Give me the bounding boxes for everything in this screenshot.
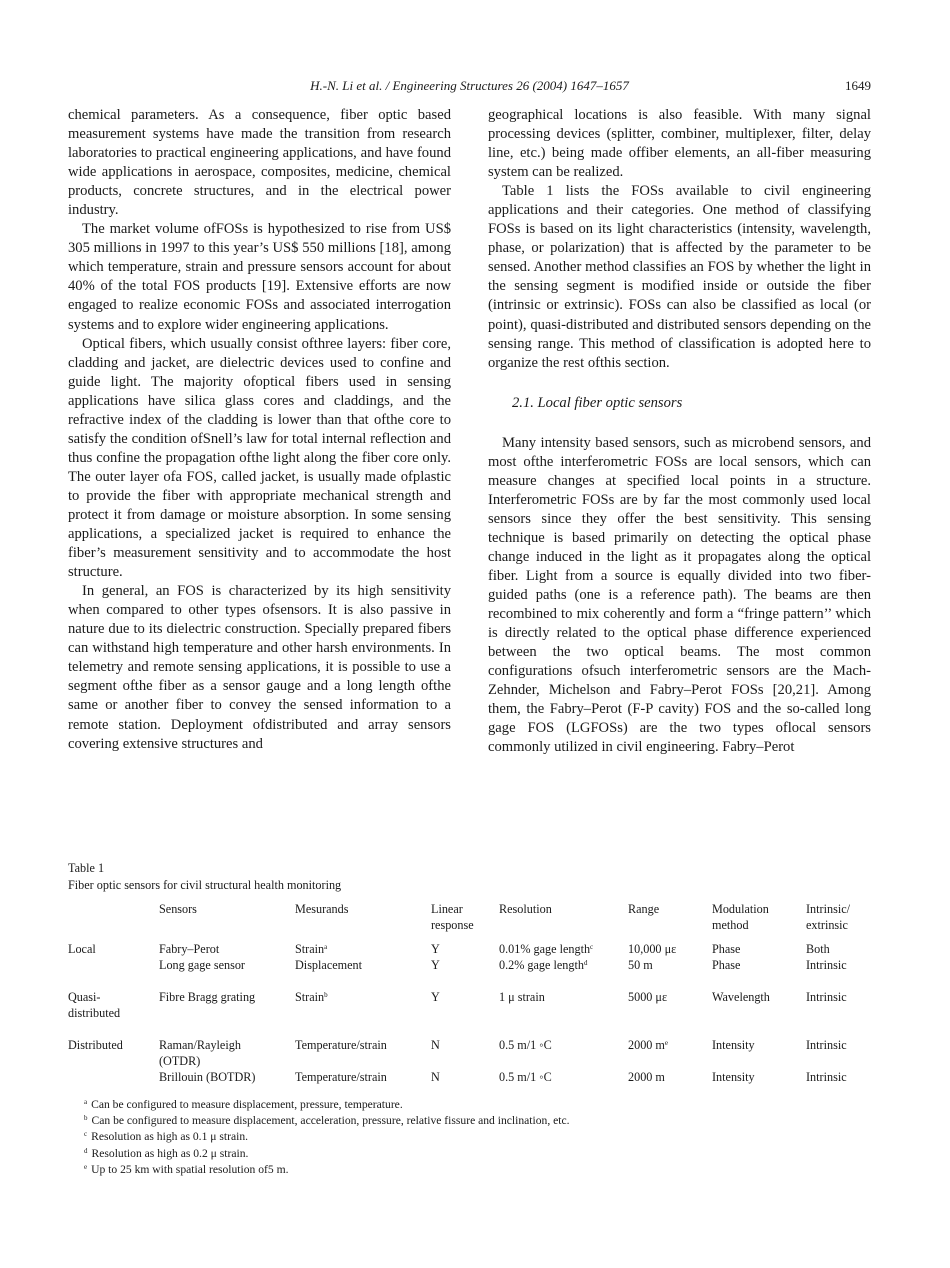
header-linear: Linear	[431, 902, 463, 916]
table-row	[68, 957, 888, 973]
cell-resolution: 0.01% gage length$^c$	[499, 942, 594, 956]
cell-resolution: 0.5 m/1 ◦C	[499, 1038, 552, 1052]
table-header-row	[68, 917, 888, 933]
table-footnotes	[84, 1097, 570, 1178]
cell-intrinsic: Intrinsic	[806, 1070, 847, 1084]
footnote: $^d$ Resolution as high as 0.2 μ strain.	[84, 1146, 249, 1160]
table-row	[68, 1069, 888, 1085]
cell-sensor-2: (OTDR)	[159, 1054, 201, 1068]
cell-modulation: Intensity	[712, 1038, 755, 1052]
paragraph: The market volume ofFOSs is hypothesized to rise from US$ 305 millions in 1997 to this year’s US$ 550 millions [18], among which temperature, strain and pressure sensors account for about 40% of the total FOS products [19]. Extensive efforts are now engaged to realize economic FOSs and associated interrogation systems and to explore wider engineering applications.	[68, 221, 451, 333]
header-resolution: Resolution	[499, 902, 552, 916]
header-sensors: Sensors	[159, 902, 197, 916]
cell-resolution: 0.5 m/1 ◦C	[499, 1070, 552, 1084]
footnote-mark: b	[324, 991, 328, 999]
table-label: Table 1	[68, 861, 105, 875]
header-range: Range	[628, 902, 660, 916]
cell-linear: Y	[431, 942, 440, 956]
cell-category: Local	[68, 942, 96, 956]
footnote: $^b$ Can be configured to measure displacement, acceleration, pressure, relative fissure and inclination, etc.	[84, 1114, 570, 1128]
table-header-row	[68, 901, 888, 917]
table-title: Fiber optic sensors for civil structural health monitoring	[68, 878, 342, 892]
header-modulation: Modulation	[712, 902, 769, 916]
table-row	[68, 1005, 888, 1021]
cell-category: Distributed	[68, 1038, 123, 1052]
paragraph: In general, an FOS is characterized by its high sensitivity when compared to other types ofsensors. It is also passive in nature due to its dielectric construction. Specially prepared fibers can withstand high temperature and other harsh environments. In telemetry and remote sensing applications, it is possible to use a segment ofthe fiber as a sensor gauge and a long length ofthe same or another fiber to convey the sensed information to a remote station. Deployment ofdistributed and array sensors covering extensive structures and	[68, 583, 451, 752]
running-header	[68, 78, 871, 98]
running-title: H.-N. Li et al. / Engineering Structures 26 (2004) 1647–1657	[310, 78, 629, 93]
cell-modulation: Intensity	[712, 1070, 755, 1084]
cell-resolution: 0.2% gage length$^d$	[499, 958, 588, 972]
paragraph: geographical locations is also feasible. With many signal processing devices (splitter, combiner, multiplexer, filter, delay line, etc.) being made offiber elements, an all-fiber measuring system can be realized.	[488, 107, 871, 181]
paragraph: Table 1 lists the FOSs available to civil engineering applications and their categories. One method of classifying FOSs is based on its light characteristics (intensity, wavelength, phase, or polarization) that is affected by the parameter to be sensed. Another method classifies an FOS by whether the light in the sensing segment is modified inside or outside the fiber (intrinsic or extrinsic). FOSs can also be classified as local (or point), quasi-distributed and distributed sensors depending on the sensing range. This method of classification is adopted here to organize the rest ofthis section.	[488, 183, 871, 371]
header-measurands: Mesurands	[295, 902, 349, 916]
footnote: $^e$ Up to 25 km with spatial resolution of5 m.	[84, 1162, 289, 1176]
right-column	[488, 106, 871, 757]
cell-intrinsic: Intrinsic	[806, 990, 847, 1004]
cell-category: Quasi-	[68, 990, 101, 1004]
cell-range: 5000 με	[628, 990, 668, 1004]
cell-modulation: Phase	[712, 942, 741, 956]
cell-measurand: Displacement	[295, 958, 363, 972]
header-linear-2: response	[431, 918, 474, 932]
footnote: $^a$ Can be configured to measure displacement, pressure, temperature.	[84, 1098, 403, 1111]
cell-measurand: Temperature/strain	[295, 1038, 387, 1052]
cell-intrinsic: Intrinsic	[806, 958, 847, 972]
table	[68, 901, 888, 1085]
cell-linear: Y	[431, 958, 440, 972]
cell-range: 10,000 με	[628, 942, 677, 956]
cell-linear: N	[431, 1038, 440, 1052]
cell-sensor: Raman/Rayleigh	[159, 1038, 241, 1052]
table-row	[68, 941, 888, 957]
section-heading: 2.1. Local fiber optic sensors	[512, 394, 683, 411]
left-column	[68, 106, 451, 754]
cell-category-2: distributed	[68, 1006, 121, 1020]
cell-linear: N	[431, 1070, 440, 1084]
cell-modulation: Wavelength	[712, 990, 770, 1004]
cell-range: 2000 m	[628, 1070, 665, 1084]
cell-range: 2000 $m^e$	[628, 1038, 669, 1052]
cell-linear: Y	[431, 990, 440, 1004]
cell-intrinsic: Intrinsic	[806, 1038, 847, 1052]
paragraph: Optical fibers, which usually consist ofthree layers: fiber core, cladding and jacket, are dielectric devices used to confine and guide light. The majority ofoptical fibers used in sensing applications have silica glass cores and claddings, and the refractive index of the cladding is lower than that ofthe core to satisfy the condition ofSnell’s law for total internal reflection and thus confine the propagation ofthe light along the fiber core only. The outer layer ofa FOS, called jacket, is usually made ofplastic to provide the fiber with appropriate mechanical strength and protect it from damage or moisture absorption. In some sensing applications, a specialized jacket is required to enhance the fiber’s measurement sensitivity and to accommodate the host structure.	[68, 335, 451, 581]
table-caption	[68, 860, 341, 894]
header-modulation-2: method	[712, 918, 749, 932]
paragraph: Many intensity based sensors, such as microbend sensors, and most ofthe interferometric FOSs are local sensors, which can measure changes at specified local points in a structure. Interferometric FOSs are by far the most commonly used local sensors since they offer the best sensitivity. This sensing technique is based primarily on detecting the optical phase change induced in the light as it propagates along the optical fiber. Light from a source is equally divided into two fiber-guided paths (one is a reference path). The beams are then recombined to mix coherently and form a “fringe pattern’’ which is directly related to the optical phase difference experienced between the two optical beams. The most common configurations ofsuch interferometric sensors are the Mach-Zehnder, Michelson and Fabry–Perot FOSs [20,21]. Among them, the Fabry–Perot (F-P cavity) FOS and the so-called long gage FOS (LGFOSs) are the two types oflocal sensors commonly utilized in civil engineering. Fabry–Perot	[488, 434, 871, 756]
cell-intrinsic: Both	[806, 942, 830, 956]
cell-sensor: Fabry–Perot	[159, 942, 220, 956]
table-row	[68, 1053, 888, 1069]
cell-modulation: Phase	[712, 958, 741, 972]
footnote-mark: d	[583, 959, 588, 967]
table-row	[68, 1037, 888, 1053]
cell-sensor: Brillouin (BOTDR)	[159, 1070, 256, 1084]
footnote: $^c$ Resolution as high as 0.1 μ strain.	[84, 1130, 249, 1144]
cell-sensor: Long gage sensor	[159, 958, 245, 972]
cell-range: 50 m	[628, 958, 653, 972]
table-row	[68, 989, 888, 1005]
cell-sensor: Fibre Bragg grating	[159, 990, 256, 1004]
page-number: 1649	[845, 78, 871, 93]
footnote-mark: a	[324, 943, 328, 951]
cell-measurand: Temperature/strain	[295, 1070, 387, 1084]
cell-measurand: Strain$^b$	[295, 990, 328, 1004]
header-intrinsic: Intrinsic/	[806, 902, 851, 916]
footnote-mark: e	[664, 1039, 669, 1047]
header-intrinsic-2: extrinsic	[806, 918, 848, 932]
cell-resolution: 1 μ strain	[499, 990, 545, 1004]
paragraph: chemical parameters. As a consequence, fiber optic based measurement systems have made the transition from research laboratories to practical engineering applications, and have found wide applications in aerospace, composites, medicine, chemical products, concrete structures, and in the electrical power industry.	[68, 107, 451, 219]
cell-measurand: Strain$^a$	[295, 942, 328, 956]
footnote-mark: c	[590, 943, 594, 951]
